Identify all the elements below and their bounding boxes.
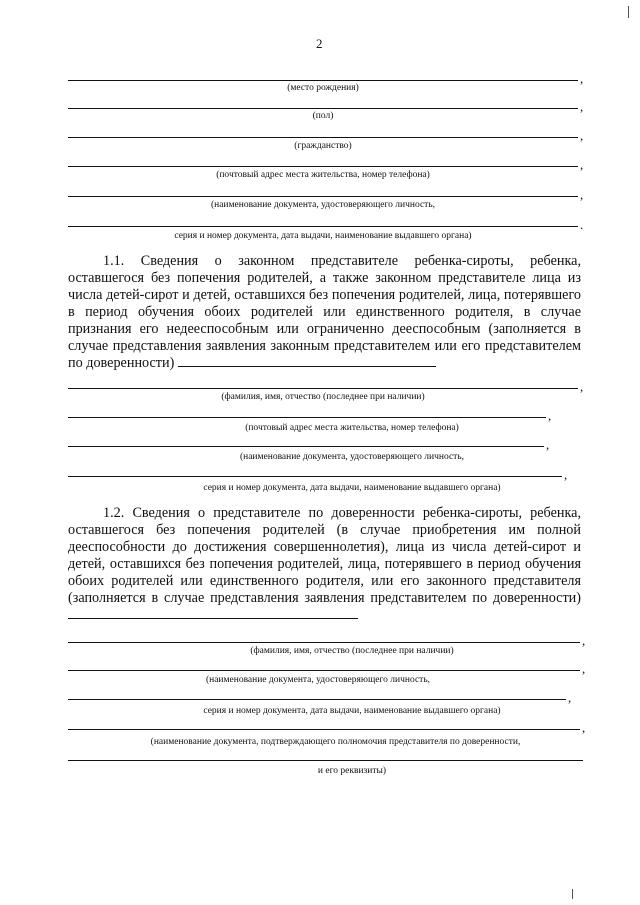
field-line-id-series[interactable] <box>68 226 578 227</box>
field-line-id-document[interactable] <box>68 196 578 197</box>
field-comma: . <box>580 217 584 232</box>
field-line-birthplace[interactable] <box>68 80 578 81</box>
field-line-rep-id-document[interactable] <box>68 446 544 447</box>
scan-mark <box>572 889 573 899</box>
section-1-1-inline-field[interactable] <box>178 365 436 367</box>
field-caption-rep-address: (почтовый адрес места жительства, номер телефона) <box>245 423 459 433</box>
field-comma: , <box>582 720 586 735</box>
field-comma: , <box>580 99 584 114</box>
section-1-2-number: 1.2. <box>103 505 125 521</box>
field-comma: , <box>580 157 584 172</box>
field-caption-address: (почтовый адрес места жительства, номер телефона) <box>216 170 430 180</box>
field-comma: , <box>546 437 550 452</box>
field-caption-proxy-id-series: серия и номер документа, дата выдачи, наименование выдавшего органа) <box>203 706 501 716</box>
field-line-proxy-id-series[interactable] <box>68 699 566 700</box>
field-caption-proxy-authority-document: (наименование документа, подтверждающего полномочия представителя по доверенности, <box>150 737 521 747</box>
field-caption-proxy-fullname: (фамилия, имя, отчество (последнее при наличии) <box>250 646 454 656</box>
field-line-rep-fullname[interactable] <box>68 388 578 389</box>
field-comma: , <box>582 633 586 648</box>
section-1-2-text: Сведения о представителе по доверенности ребенка-сироты, ребенка, оставшегося без попечения родителей (в случае приобретения им полной дееспособности до достижения совершеннолетия), лица из числа детей-сирот и детей, оставшихся без попечения родителей, лица, потерявшего в период обучения обоих родителей или единственного родителя, или его законного представителя (заполняется в случае представления заявления представителем по доверенности) <box>68 505 582 606</box>
field-line-proxy-authority-document[interactable] <box>68 729 580 730</box>
field-caption-id-series: серия и номер документа, дата выдачи, наименование выдавшего органа) <box>174 231 472 241</box>
field-line-sex[interactable] <box>68 108 578 109</box>
field-line-proxy-id-document[interactable] <box>68 670 580 671</box>
field-line-proxy-fullname[interactable] <box>68 642 580 643</box>
section-1-1-text: Сведения о законном представителе ребенка-сироты, ребенка, оставшегося без попечения родителей, а также законном представителе лица из числа детей-сирот и детей, оставшихся без попечения родителей, лица, потерявшего в период обучения обоих родителей или единственного родителя, в случае признания его недееспособным или ограниченно дееспособным (заполняется в случае представления заявления законным представителем или его представителем по доверенности) <box>68 253 581 371</box>
section-1-1-number: 1.1. <box>103 253 125 269</box>
field-comma: , <box>582 661 586 676</box>
section-1-2-paragraph <box>68 505 581 624</box>
field-caption-sex: (пол) <box>312 111 334 121</box>
field-comma: , <box>580 379 584 394</box>
field-line-rep-id-series[interactable] <box>68 476 562 477</box>
section-1-2-inline-field[interactable] <box>68 617 358 619</box>
field-comma: , <box>564 467 568 482</box>
field-comma: , <box>580 128 584 143</box>
field-line-rep-address[interactable] <box>68 417 546 418</box>
field-caption-rep-id-document: (наименование документа, удостоверяющего личность, <box>239 452 465 462</box>
scan-mark <box>628 6 629 18</box>
field-caption-rep-id-series: серия и номер документа, дата выдачи, наименование выдавшего органа) <box>203 483 501 493</box>
field-line-proxy-authority-details[interactable] <box>68 760 583 761</box>
field-caption-proxy-authority-details: и его реквизиты) <box>317 766 387 776</box>
section-1-1-paragraph <box>68 253 581 372</box>
field-comma: , <box>568 690 572 705</box>
field-caption-id-document: (наименование документа, удостоверяющего личность, <box>210 200 436 210</box>
field-caption-proxy-id-document: (наименование документа, удостоверяющего личность, <box>205 675 431 685</box>
field-line-citizenship[interactable] <box>68 137 578 138</box>
field-comma: , <box>548 408 552 423</box>
page-number: 2 <box>316 36 323 51</box>
field-comma: , <box>580 71 584 86</box>
field-line-address[interactable] <box>68 166 578 167</box>
field-caption-citizenship: (гражданство) <box>294 141 352 151</box>
field-caption-birthplace: (место рождения) <box>287 83 359 93</box>
field-comma: , <box>580 187 584 202</box>
field-caption-rep-fullname: (фамилия, имя, отчество (последнее при наличии) <box>221 392 425 402</box>
